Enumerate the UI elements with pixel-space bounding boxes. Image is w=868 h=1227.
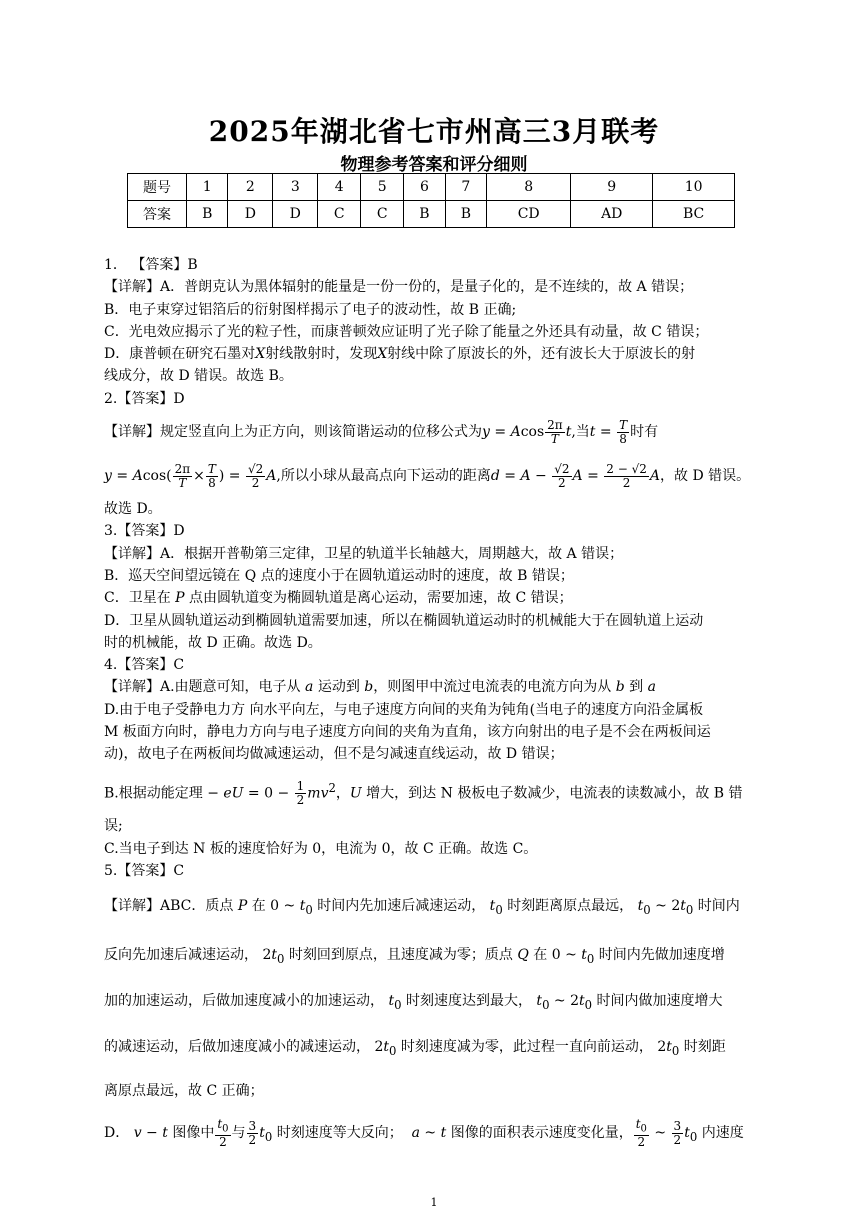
q5-line: 反向先加速后减速运动， $2t_0$ 时刻回到原点，且速度减为零；质点 Q 在 0 ~ $t_0$ 时间内先做加速度增 [104, 946, 725, 966]
table-row [128, 201, 735, 228]
q3-line: 时的机械能，故 D 正确。故选 D。 [104, 634, 322, 651]
q5-line: 【详解】ABC．质点 P 在 0 ~ $t_0$ 时间内先加速后减速运动， $t_0$ 时刻距离原点最远， $t_0$ ~ $2t_0$ 时间内 [104, 898, 740, 917]
q3-line: C．卫星在 P 点由圆轨道变为椭圆轨道是离心运动，需要加速，故 C 错误； [104, 590, 573, 607]
table-cell: B [187, 201, 228, 228]
q4-line: M 板面方向时，静电力方向与电子速度方向间的夹角为直角，该方向射出的电子是不会在两板间运 [104, 724, 711, 741]
table-cell: 2 [228, 174, 273, 201]
q4-formula-line: B.根据动能定理 − eU = 0 − $\frac{1}{2}$ $mv^2$，U 增大，到达 N 极板电子数减少，电流表的读数减小，故 B 错 [104, 778, 743, 807]
q4-line: 动)，故电子在两板间均做减速运动，但不是匀减速直线运动，故 D 错误； [104, 746, 564, 763]
q4-line: 【详解】A.由题意可知，电子从 a 运动到 b，则图甲中流过电流表的电流方向为从 b 到 a [104, 679, 656, 696]
table-cell: C [361, 201, 404, 228]
table-cell: BC [653, 201, 735, 228]
table-cell: 3 [273, 174, 318, 201]
q2-formula-line: y = Acos( $\frac{2\pi}{T}$ × $\frac{T}{8}$ ) = $\frac{√2}{2}$ A,所以小球从最高点向下运动的距离d = A − $\frac{√2}{2}$ A = $\frac{2 - √2}{2}$ A，故 D 错误。 [104, 461, 751, 490]
table-cell: B [445, 201, 486, 228]
q5-line: 离原点最远，故 C 正确； [104, 1083, 264, 1100]
table-cell: CD [487, 201, 571, 228]
q3-line: 【详解】A．根据开普勒第三定律，卫星的轨道半长轴越大，周期越大，故 A 错误； [104, 545, 624, 562]
table-cell: D [228, 201, 273, 228]
q5-line: D． v − t 图像中 $\frac{t_0}{2}$ 与 $\frac{3}{2}$ $t_0$ 时刻速度等大反向； a ~ t 图像的面积表示速度变化量， $\frac{t_0}{2}$ ~ $\frac{3}{2}$ $t_0$ 内速度 [104, 1116, 744, 1150]
table-cell: 5 [361, 174, 404, 201]
row-label-number: 题号 [128, 174, 187, 201]
q1-line: 【详解】A．普朗克认为黑体辐射的能量是一份一份的，是量子化的，是不连续的，故 A 错误； [104, 279, 694, 296]
q3-answer-heading: 3.【答案】D [104, 523, 185, 540]
q1-answer-heading: 1． 【答案】B [104, 257, 198, 273]
table-cell: 8 [487, 174, 571, 201]
table-cell: 7 [445, 174, 486, 201]
page-title: 2025年湖北省七市州高三3月联考 [208, 115, 660, 148]
table-row [128, 174, 735, 201]
table-cell: B [404, 201, 445, 228]
table-cell: C [318, 201, 361, 228]
q3-line: B．巡天空间望远镜在 Q 点的速度小于在圆轨道运动时的速度，故 B 错误； [104, 567, 574, 584]
q2-line: 故选 D。 [104, 501, 162, 518]
q1-line: 线成分，故 D 错误。故选 B。 [104, 368, 293, 385]
table-cell: AD [571, 201, 653, 228]
q2-answer-heading: 2.【答案】D [104, 390, 185, 407]
q4-line: C.当电子到达 N 板的速度恰好为 0，电流为 0，故 C 正确。故选 C。 [104, 840, 538, 857]
table-cell: 4 [318, 174, 361, 201]
q4-answer-heading: 4.【答案】C [104, 657, 185, 674]
answer-table [127, 173, 735, 228]
q1-line: C．光电效应揭示了光的粒子性，而康普顿效应证明了光子除了能量之外还具有动量，故 C 错误； [104, 323, 709, 340]
row-label-answer: 答案 [128, 201, 187, 228]
table-cell: 10 [653, 174, 735, 201]
q5-line: 的减速运动，后做加速度减小的减速运动， $2t_0$ 时刻速度减为零，此过程一直向前运动， $2t_0$ 时刻距 [104, 1038, 726, 1058]
table-cell: 1 [187, 174, 228, 201]
q3-line: D．卫星从圆轨道运动到椭圆轨道需要加速，所以在椭圆轨道运动时的机械能大于在圆轨道上运动 [104, 612, 704, 629]
q5-answer-heading: 5.【答案】C [104, 862, 185, 879]
q2-line: 【详解】规定竖直向上为正方向，则该简谐运动的位移公式为y = Acos $\frac{2\pi}{T}$ t,当t = $\frac{T}{8}$ 时有 [104, 417, 659, 446]
q4-line: 误; [104, 818, 123, 835]
q1-line: B．电子束穿过铝箔后的衍射图样揭示了电子的波动性，故 B 正确; [104, 301, 517, 318]
q4-line: D.由于电子受静电力方 向水平向左，与电子速度方向间的夹角为钝角(当电子的速度方向沿金属板 [104, 701, 704, 718]
page-subtitle: 物理参考答案和评分细则 [340, 155, 528, 175]
page-number: 1 [430, 1196, 438, 1209]
solutions-body [104, 254, 764, 1159]
q5-line: 加的加速运动，后做加速度减小的加速运动， $t_0$ 时刻速度达到最大， $t_0$ ~ $2t_0$ 时间内做加速度增大 [104, 992, 723, 1012]
table-cell: D [273, 201, 318, 228]
table-cell: 9 [571, 174, 653, 201]
table-cell: 6 [404, 174, 445, 201]
q1-line: D．康普顿在研究石墨对X射线散射时，发现X射线中除了原波长的外，还有波长大于原波长的射 [104, 346, 696, 363]
